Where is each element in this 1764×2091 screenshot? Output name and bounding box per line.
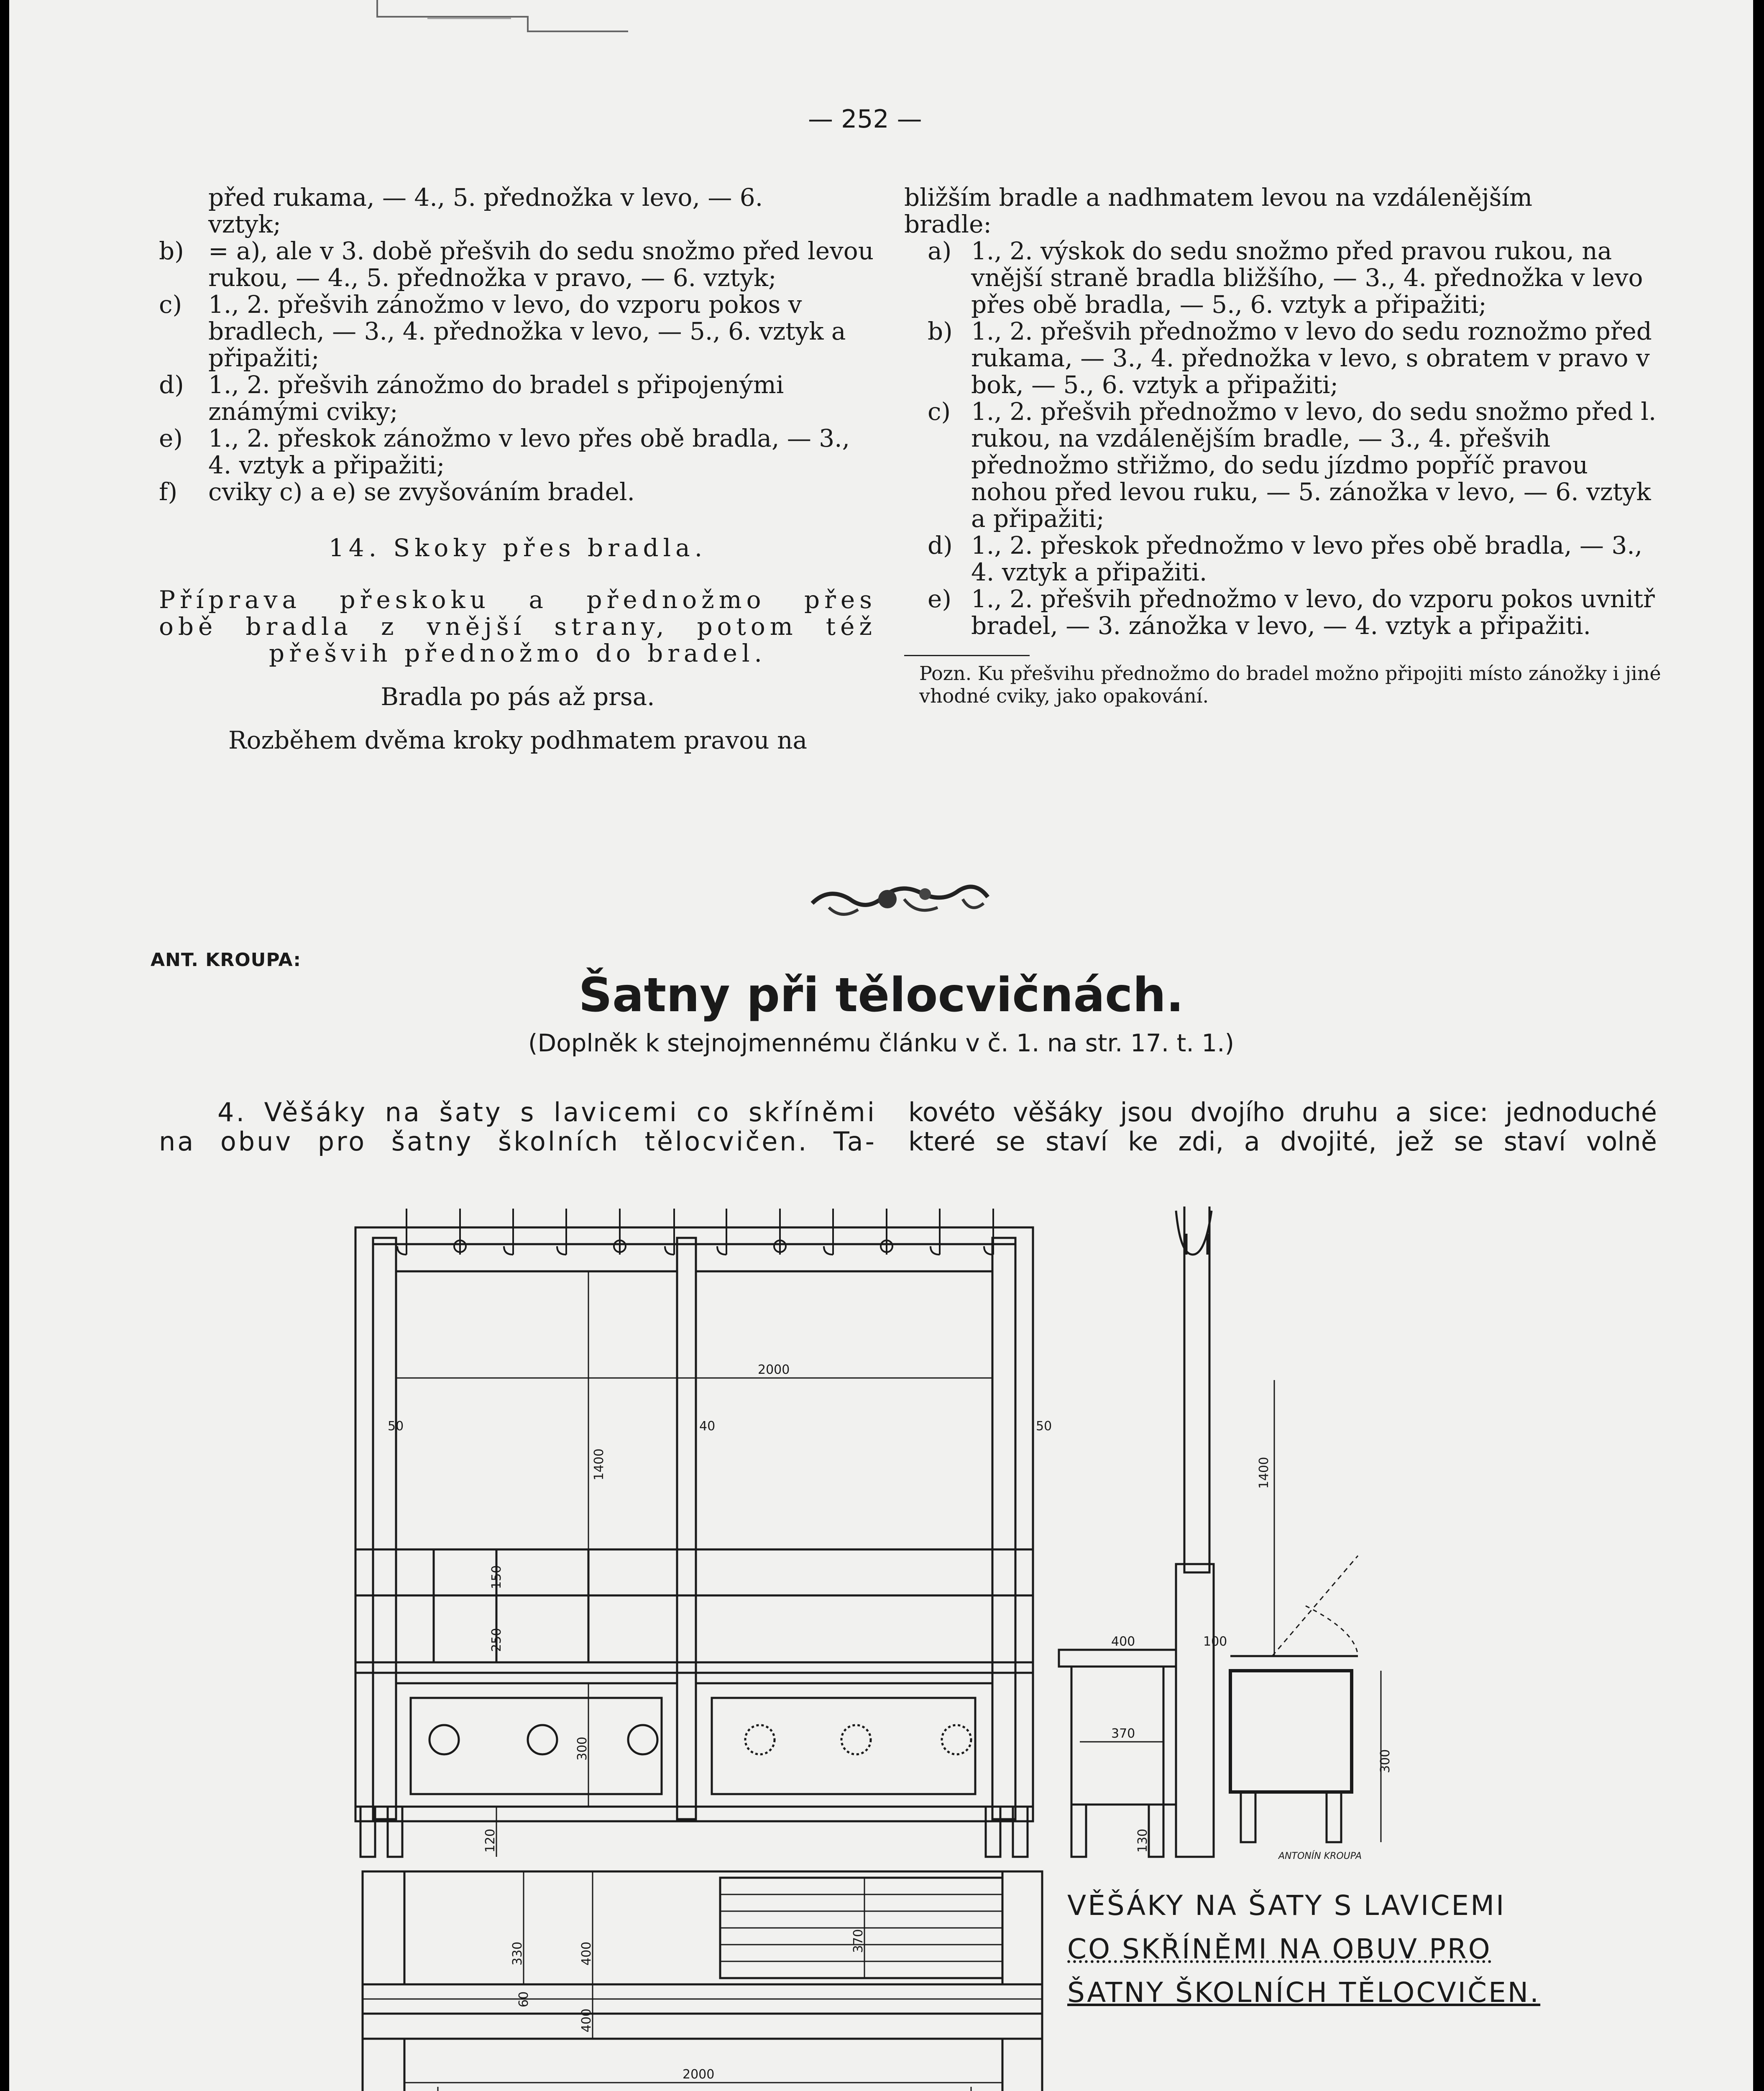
article-subtitle: (Doplněk k stejnojmennému článku v č. 1. na str. 17. t. 1.) [528,1029,1235,1057]
left-cont-line-2: vztyk; [208,210,281,238]
page-sheet [9,0,1753,2091]
dim-leg-height: 120 [483,1828,498,1853]
dim-post-right: 50 [1036,1419,1052,1434]
dim-side-height: 1400 [1257,1457,1271,1489]
para-left-line-2: na obuv pro šatny školních tělocvičen. Ta- [159,1126,877,1157]
left-cont-line-1: před rukama, — 4., 5. přednožka v levo, — 6. [208,183,763,212]
dim-panel-height: 1400 [592,1448,606,1480]
dim-plan-a: 330 [510,1941,525,1966]
dim-plan-c: 400 [579,2008,594,2032]
height-note: Bradla po pás až prsa. [381,683,655,711]
page-number: — 252 — [808,105,922,134]
para-right-line-2: které se staví ke zdi, a dvojité, jež se staví volně [908,1126,1657,1157]
lettering-line-2: CO SKŘÍNĚMI NA OBUV PRO [1067,1933,1492,1965]
furniture-drawing [9,0,1753,2091]
dim-rail-height: 150 [489,1565,504,1589]
lettering-line-3: ŠATNY ŠKOLNÍCH TĚLOCVIČEN. [1067,1976,1541,2009]
dim-slat-note: 370 [851,1929,866,1953]
dim-shoe-box-height: 300 [575,1736,590,1761]
left-item-c: c) 1., 2. přešvih zánožmo v levo, do vzporu pokos v bradlech, — 3., 4. přednožka v levo, — 5., 6. vztyk a připažiti; [159,290,846,372]
dim-bench-depth: 400 [1111,1634,1135,1649]
lettering-line-1: VĚŠÁKY NA ŠATY S LAVICEMI [1067,1889,1506,1922]
dim-box-height: 300 [1378,1749,1393,1773]
para-left-line-1: 4. Věšáky na šaty s lavicemi co skříněmi [217,1097,877,1127]
run-line: Rozběhem dvěma kroky podhmatem pravou na [228,726,808,754]
dim-plan-d: 60 [516,1991,531,2007]
dim-side-leg: 130 [1135,1828,1150,1853]
dim-post-depth: 100 [1203,1634,1227,1649]
right-item-c: c) 1., 2. přešvih přednožmo v levo, do sedu snožmo před l. rukou, na vzdálenějším bradle, — 3., 4. přešvih přednožmo střižmo, do sedu jízdmo popříč pravou nohou před levou ruku, — 5. zánožka v levo, — 6. vztyk a připažiti; [928,397,1657,533]
article-title: Šatny při tělocvičnách. [578,968,1184,1022]
right-item-b: b) 1., 2. přešvih přednožmo v levo do sedu roznožmo před rukama, — 3., 4. přednožka v levo, s obratem v pravo v bok, — 5., 6. vztyk a připažiti; [928,317,1652,399]
dim-post-mid: 40 [699,1419,716,1434]
side-elevation [1059,1207,1381,1857]
dim-plan-b: 400 [579,1941,594,1966]
right-item-e: e) 1., 2. přešvih přednožmo v levo, do vzporu pokos uvnitř bradel, — 3. zánožka v levo, — 4. vztyk a připažiti. [928,585,1655,640]
article-author: ANT. KROUPA: [151,949,302,971]
intro-line-3: přešvih přednožmo do bradel. [269,639,767,667]
footnote: Pozn. Ku přešvihu přednožmo do bradel možno připojiti místo zánožky i jiné vhodné cviky, jako opakování. [919,662,1661,707]
para-right-line-1: kovéto věšáky jsou dvojího druhu a sice: jednoduché [908,1097,1657,1127]
dim-box-depth: 370 [1111,1726,1135,1741]
right-cont-line-2: bradle: [904,210,992,238]
dim-width-total: 2000 [758,1362,790,1377]
right-item-a: a) 1., 2. výskok do sedu snožmo před pravou rukou, na vnější straně bradla bližšího, — 3., 4. přednožka v levo přes obě bradla, — 5., 6. vztyk a připažiti; [928,237,1643,319]
dim-gap-height: 250 [489,1628,504,1652]
dim-plan-length: 2000 [683,2067,715,2082]
front-elevation [355,1227,1033,1857]
intro-line-2: obě bradla z vnější strany, potom též [159,612,877,641]
right-cont-line-1: bližším bradle a nadhmatem levou na vzdálenějším [904,183,1533,212]
left-item-b: b) = a), ale v 3. době přešvih do sedu snožmo před levou rukou, — 4., 5. přednožka v pravo, — 6. vztyk; [159,237,874,292]
right-item-d: d) 1., 2. přeskok přednožmo v levo přes obě bradla, — 3., 4. vztyk a připažiti. [928,531,1643,586]
drawing-lettering [1067,1884,1695,2014]
intro-line-1: Příprava přeskoku a přednožmo přes [159,585,877,614]
left-item-f: f) cviky c) a e) se zvyšováním bradel. [159,478,635,506]
dim-post-left: 50 [388,1419,404,1434]
drawing-signature: ANTONÍN KROUPA [1278,1851,1362,1861]
left-item-e: e) 1., 2. přeskok zánožmo v levo přes obě bradla, — 3., 4. vztyk a připažiti; [159,424,850,479]
left-item-d: d) 1., 2. přešvih zánožmo do bradel s připojenými známými cviky; [159,371,784,426]
section-heading: 14. Skoky přes bradla. [328,534,707,562]
plan-view [363,1871,1042,2091]
